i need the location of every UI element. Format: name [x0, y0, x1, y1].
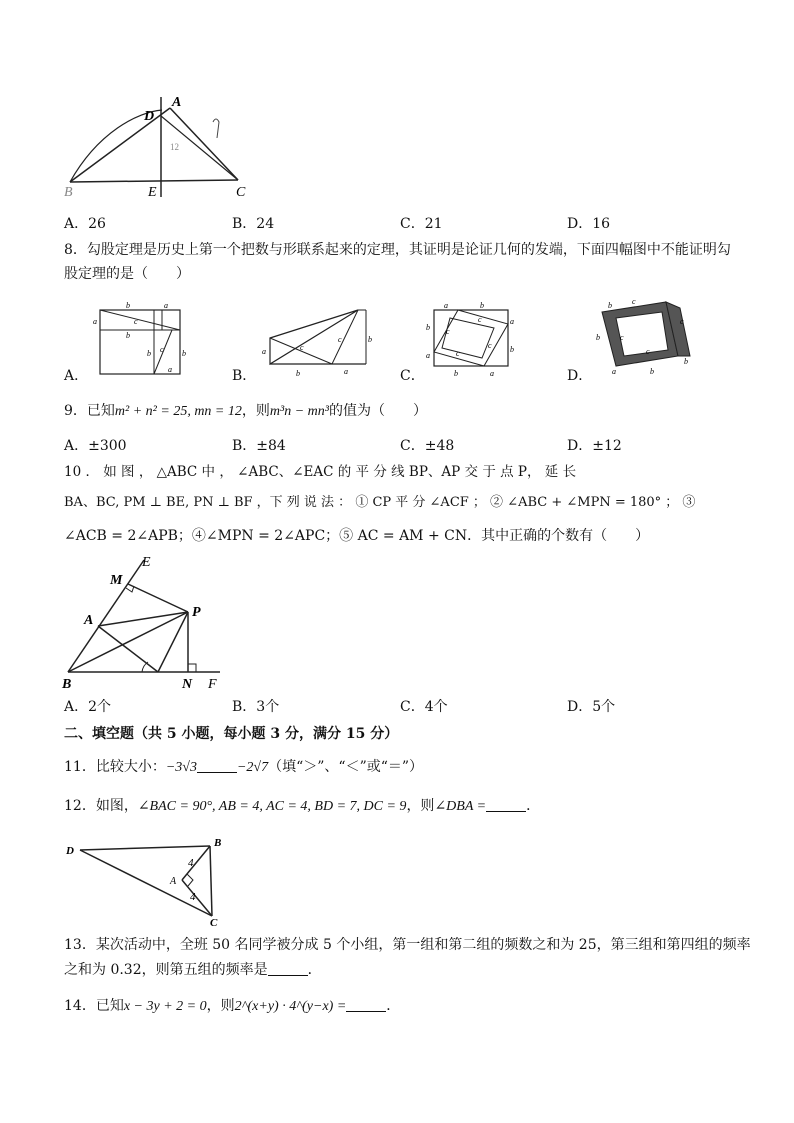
- q7-label-B: B: [64, 185, 73, 200]
- q7-option-b: B．24: [232, 216, 275, 232]
- q8a-letter-a: a: [164, 302, 168, 310]
- q12-label-C: C: [210, 917, 218, 928]
- q13-line2-end: ．: [307, 962, 322, 978]
- q10-label-N: N: [182, 677, 193, 690]
- q8d-letter-b3: b: [684, 357, 688, 366]
- q9-stem: [64, 401, 427, 422]
- q14-end: ．: [386, 998, 401, 1014]
- q10-option-d: D．5个: [567, 699, 616, 715]
- q8-figure-b: [260, 302, 378, 378]
- q14-answer-blank[interactable]: [346, 997, 386, 1012]
- q10-label-F: F: [208, 677, 217, 690]
- q10-label-E: E: [142, 555, 151, 570]
- q8c-letter-b4: b: [454, 369, 458, 378]
- q12-end: ．: [526, 798, 541, 814]
- q8a-letter-a3: a: [168, 365, 172, 374]
- q14-mid: ，则: [206, 998, 235, 1014]
- section2-title: 二、填空题（共 5 小题，每小题 3 分，满分 15 分）: [64, 726, 399, 742]
- q12-label-A: A: [170, 876, 177, 887]
- q8d-letter-b4: b: [650, 367, 654, 376]
- q7-label-E: E: [148, 185, 157, 200]
- q8c-letter-a2: a: [510, 317, 514, 326]
- q14-stem: [64, 996, 400, 1017]
- q10-line2: BA、BC, PM ⊥ BE, PN ⊥ BF ，下 列 说 法 ： ① CP 平 分 ∠ACF ； ② ∠ABC + ∠MPN = 180° ； ③: [64, 495, 696, 510]
- q9-option-a: A．±300: [64, 438, 127, 454]
- q10-line1: 10 ． 如 图 ， △ABC 中 ， ∠ABC、∠EAC 的 平 分 线 BP、AP 交 于 点 P， 延 长: [64, 464, 577, 480]
- q8a-letter-a2: a: [93, 317, 97, 326]
- q8-label-a: A．: [64, 368, 89, 384]
- q8d-letter-b2: b: [596, 333, 600, 342]
- q9-stem-mid: ，则: [241, 403, 270, 419]
- q12-label-B: B: [214, 837, 222, 849]
- q7-label-A: A: [172, 95, 182, 110]
- q12-figure: [60, 834, 230, 928]
- q9-stem-suffix: 的值为（ ）: [328, 403, 427, 419]
- q7-option-c: C．21: [400, 216, 443, 232]
- q8c-letter-a: a: [444, 301, 448, 310]
- q8c-letter-a3: a: [426, 351, 430, 360]
- q12-prefix: 12．如图，: [64, 798, 138, 814]
- q10-option-a: A．2个: [64, 699, 112, 715]
- q9-option-b: B．±84: [232, 438, 286, 454]
- q7-label-C: C: [236, 185, 246, 200]
- q9-option-c: C．±48: [400, 438, 455, 454]
- q8a-letter-b: b: [126, 302, 130, 310]
- q12-stem: [64, 796, 540, 817]
- q13-line1: 13．某次活动中，全班 50 名同学被分成 5 个小组，第一组和第二组的频数之和为 25，第三组和第四组的频率: [64, 937, 751, 953]
- q7-option-a: A．26: [64, 216, 106, 232]
- q12-label-4a: 4: [188, 857, 194, 869]
- q8-figure-d: [592, 296, 702, 378]
- q7-label-D: D: [144, 109, 155, 124]
- q8-stem-line2: 股定理的是（ ）: [64, 266, 190, 282]
- q12-label-4b: 4: [190, 891, 196, 903]
- q8a-letter-b4: b: [182, 349, 186, 358]
- q12-mid: ，则: [406, 798, 435, 814]
- q8b-letter-c2: c: [338, 335, 342, 344]
- q11-suffix: （填“＞”、“＜”或“＝”）: [268, 759, 424, 775]
- q13-line2-prefix: 之和为 0.32，则第五组的频率是: [64, 962, 268, 978]
- q11-answer-blank[interactable]: [197, 758, 237, 773]
- q8-stem-line1: 8．勾股定理是历史上第一个把数与形联系起来的定理，其证明是论证几何的发端，下面四幅图中不能证明勾: [64, 242, 731, 258]
- q14-expr: 2^(x+y) · 4^(y−x) =: [234, 999, 347, 1014]
- q10-label-P: P: [192, 605, 201, 620]
- q8d-letter-c4: c: [646, 347, 650, 356]
- q8b-letter-a2: a: [344, 367, 348, 376]
- q12-label-D: D: [66, 845, 74, 857]
- q9-stem-prefix: 9．已知: [64, 403, 115, 419]
- q8-figure-c: [424, 300, 520, 378]
- q12-given: ∠BAC = 90°, AB = 4, AC = 4, BD = 7, DC = 9: [137, 799, 407, 814]
- q13-line2: [64, 960, 322, 980]
- q8d-letter-b: b: [608, 301, 612, 310]
- q10-figure: [58, 552, 228, 690]
- q9-stem-expr: m³n − mn³: [269, 404, 329, 419]
- q8a-letter-c: c: [134, 317, 138, 326]
- q8d-letter-c3: c: [620, 333, 624, 342]
- q8c-letter-c2: c: [446, 327, 450, 336]
- q8d-letter-c: c: [632, 297, 636, 306]
- q8c-letter-c4: c: [456, 349, 460, 358]
- q8-label-c: C．: [400, 368, 425, 384]
- q12-ask: ∠DBA =: [434, 799, 487, 814]
- q9-stem-formula: m² + n² = 25, mn = 12: [114, 404, 242, 419]
- q12-answer-blank[interactable]: [486, 797, 526, 812]
- q8b-letter-b: b: [368, 335, 372, 344]
- q9-option-d: D．±12: [567, 438, 622, 454]
- q10-line3: ∠ACB = 2∠APB；④∠MPN = 2∠APC；⑤ AC = AM + CN．其中正确的个数有（ ）: [64, 528, 650, 544]
- q8-label-b: B．: [232, 368, 257, 384]
- q8a-letter-c2: c: [160, 345, 164, 354]
- q10-label-A: A: [84, 613, 94, 628]
- q8b-letter-a: a: [262, 347, 266, 356]
- q14-given: x − 3y + 2 = 0: [123, 999, 207, 1014]
- q8c-letter-c3: c: [488, 341, 492, 350]
- q11-left: −3√3: [165, 760, 197, 775]
- q8c-letter-c: c: [478, 315, 482, 324]
- q8-label-d: D．: [567, 368, 593, 384]
- q11-prefix: 11．比较大小：: [64, 759, 166, 775]
- q8d-letter-a: a: [612, 367, 616, 376]
- q14-prefix: 14．已知: [64, 998, 124, 1014]
- q13-answer-blank[interactable]: [268, 961, 308, 976]
- q11-right: −2√7: [236, 760, 269, 775]
- q8a-letter-b3: b: [147, 349, 151, 358]
- q10-option-b: B．3个: [232, 699, 280, 715]
- q8b-letter-b2: b: [296, 369, 300, 378]
- q8a-letter-b2: b: [126, 331, 130, 340]
- q7-option-d: D．16: [567, 216, 611, 232]
- q8c-letter-b2: b: [426, 323, 430, 332]
- q11-stem: [64, 757, 423, 778]
- q10-option-c: C．4个: [400, 699, 448, 715]
- q8b-letter-c: c: [300, 343, 304, 352]
- q10-label-B: B: [62, 677, 72, 690]
- q7-label-12: 12: [170, 142, 179, 152]
- q8d-letter-c2: c: [680, 317, 684, 326]
- q7-figure: [58, 92, 268, 202]
- q10-label-M: M: [110, 573, 123, 588]
- q8-figure-a: [90, 302, 190, 378]
- q8c-letter-b: b: [480, 301, 484, 310]
- q8c-letter-a4: a: [490, 369, 494, 378]
- q8c-letter-b3: b: [510, 345, 514, 354]
